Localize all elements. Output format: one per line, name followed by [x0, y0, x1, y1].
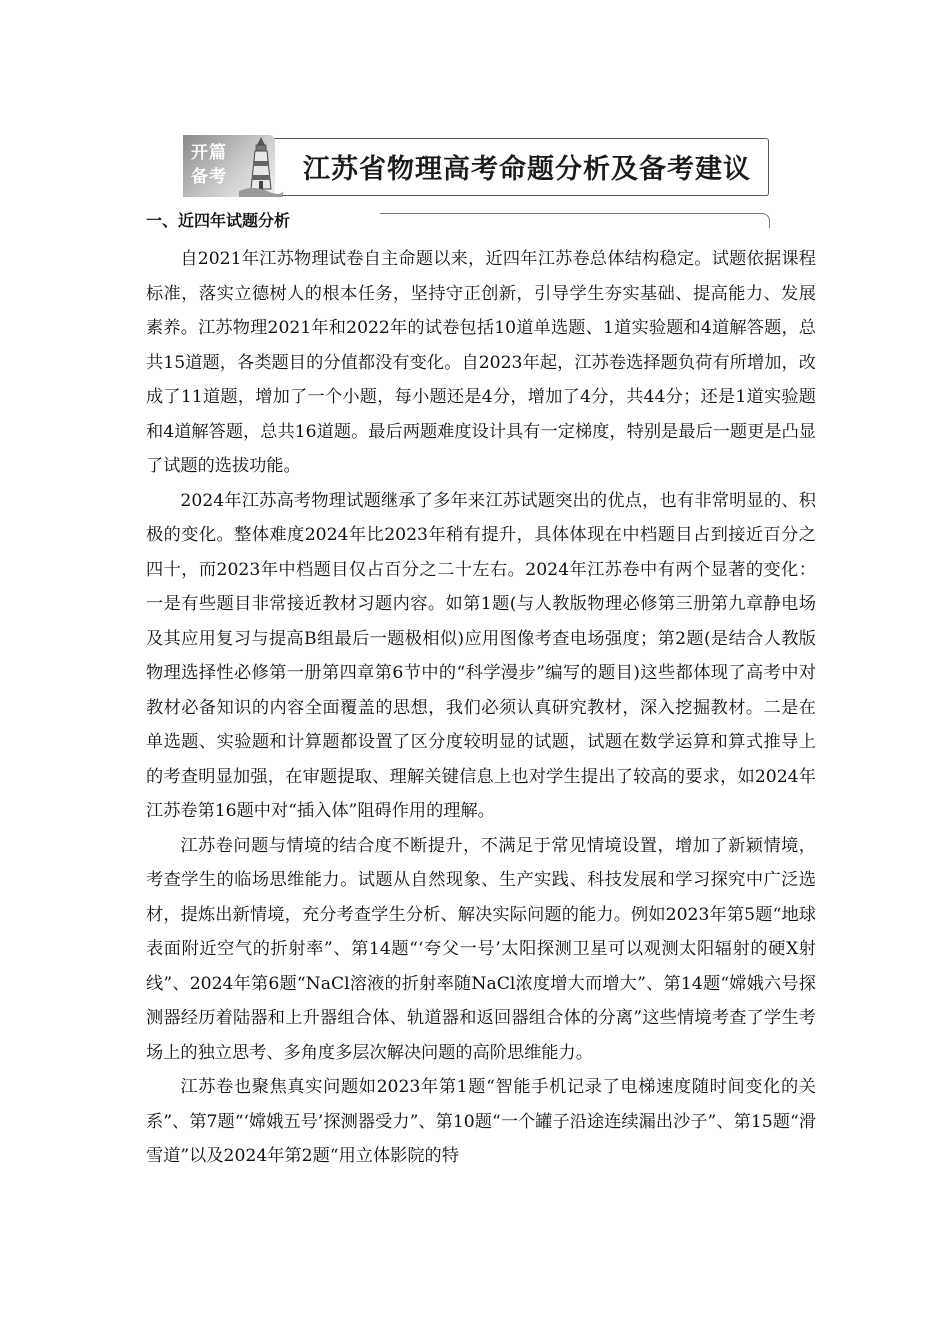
section-heading: 一、近四年试题分析 — [146, 211, 291, 230]
article-body — [146, 242, 816, 1174]
section-divider — [380, 213, 770, 228]
chapter-banner — [183, 135, 769, 197]
banner-tag-line2: 备考 — [191, 167, 227, 187]
paragraph-1: 自2021年江苏物理试卷自主命题以来，近四年江苏卷总体结构稳定。试题依据课程标准，落实立德树人的根本任务，坚持守正创新，引导学生夯实基础、提高能力、发展素养。江苏物理2021年和2022年的试卷包括10道单选题、1道实验题和4道解答题，总共15道题，各类题目的分值都没有变化。自2023年起，江苏卷选择题负荷有所增加，改成了11道题，增加了一个小题，每小题还是4分，增加了4分，共44分；还是1道实验题和4道解答题，总共16道题。最后两题难度设计具有一定梯度，特别是最后一题更是凸显了试题的选拔功能。 — [146, 249, 816, 476]
paragraph-3: 江苏卷问题与情境的结合度不断提升，不满足于常见情境设置，增加了新颖情境，考查学生的临场思维能力。试题从自然现象、生产实践、科技发展和学习探究中广泛选材，提炼出新情境，充分考查学生分析、解决实际问题的能力。例如2023年第5题“地球表面附近空气的折射率”、第14题“‘夸父一号’太阳探测卫星可以观测太阳辐射的硬X射线”、2024年第6题“NaCl溶液的折射率随NaCl浓度增大而增大”、第14题“嫦娥六号探测器经历着陆器和上升器组合体、轨道器和返回器组合体的分离”这些情境考查了学生考场上的独立思考、多角度多层次解决问题的高阶思维能力。 — [146, 835, 816, 1063]
banner-tag-text — [191, 141, 241, 189]
banner-title: 江苏省物理高考命题分析及备考建议 — [303, 154, 751, 185]
lighthouse-icon — [239, 135, 283, 197]
paragraph-4: 江苏卷也聚焦真实问题如2023年第1题“智能手机记录了电梯速度随时间变化的关系”、第7题“‘嫦娥五号’探测器受力”、第10题“一个罐子沿途连续漏出沙子”、第15题“滑雪道”以及2024年第2题“用立体影院的特 — [146, 1077, 816, 1166]
paragraph-2: 2024年江苏高考物理试题继承了多年来江苏试题突出的优点，也有非常明显的、积极的变化。整体难度2024年比2023年稍有提升，具体体现在中档题目占到接近百分之四十，而2023年中档题目仅占百分之二十左右。2024年江苏卷中有两个显著的变化：一是有些题目非常接近教材习题内容。如第1题(与人教版物理必修第三册第九章静电场及其应用复习与提高B组最后一题极相似)应用图像考查电场强度；第2题(是结合人教版物理选择性必修第一册第四章第6节中的“科学漫步”编写的题目)这些都体现了高考中对教材必备知识的内容全面覆盖的思想，我们必须认真研究教材，深入挖掘教材。二是在单选题、实验题和计算题都设置了区分度较明显的试题，试题在数学运算和算式推导上的考查明显加强，在审题提取、理解关键信息上也对学生提出了较高的要求，如2024年江苏卷第16题中对“插入体”阻碍作用的理解。 — [146, 490, 816, 821]
banner-tag-line1: 开篇 — [191, 143, 227, 163]
